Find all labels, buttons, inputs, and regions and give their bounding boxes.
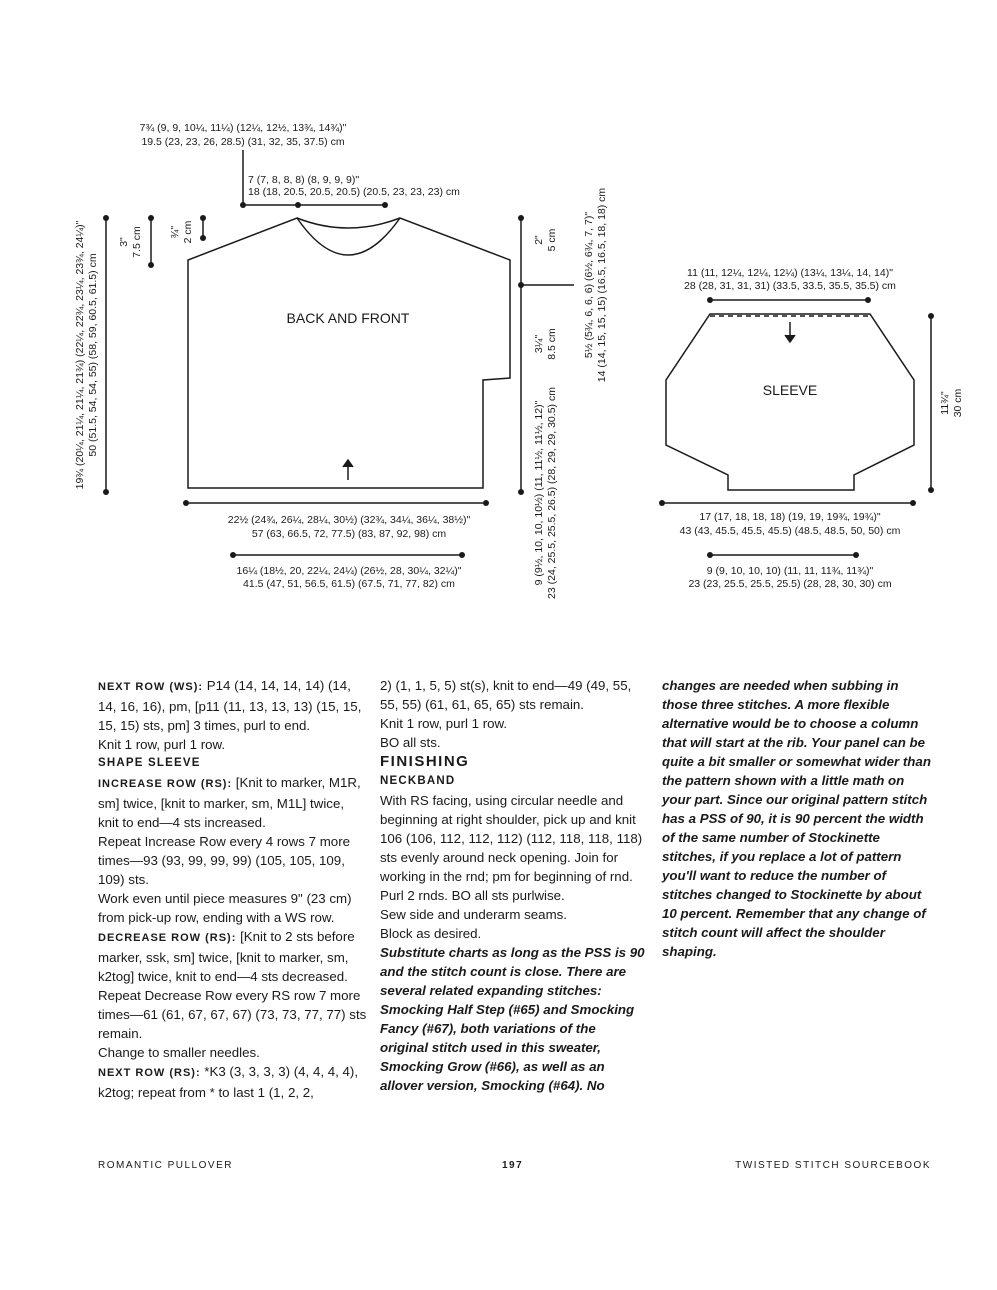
width-cm: 57 (63, 66.5, 72, 77.5) (83, 87, 92, 98) cm (251, 528, 447, 540)
back-front-label: BACK AND FRONT (286, 310, 410, 326)
back-neck-line (297, 218, 400, 228)
text-column-3 (662, 676, 932, 961)
block: Block as desired. (380, 926, 482, 941)
width-in: 22½ (24¾, 26¼, 28¼, 30½) (32¾, 34¼, 36¼, 38½)" (227, 514, 471, 526)
bind-off: BO all sts. (380, 735, 441, 750)
text-column-1 (98, 676, 368, 1102)
next-row-rs: NEXT ROW (RS): *K3 (3, 3, 3, 3) (4, 4, 4, 4), k2tog; repeat from * to last 1 (1, 2, 2, (98, 1064, 359, 1100)
sleeve-length-in: 11¾" (939, 391, 951, 415)
sleeve-cuff-in: 9 (9, 10, 10, 10) (11, 11, 11¾, 11¾)" (706, 565, 874, 577)
page-number: 197 (502, 1160, 524, 1171)
body-length-in: 9 (9½, 10, 10, 10½) (11, 11½, 11½, 12)" (533, 400, 545, 586)
substitute-note: Substitute charts as long as the PSS is 90 and the stitch count is close. There are several related expanding stitches: Smocking Half Step (#65) and Smocking Fancy (#67), both variations of the original stitch used in this sweater, Smocking Grow (#66), as well as an allover version, Smocking (#64). No (380, 945, 645, 1093)
increase-row: INCREASE ROW (RS): [Knit to marker, M1R, sm] twice, [knit to marker, sm, M1L] twice, knit to end—4 sts increased. (98, 775, 361, 830)
sleeve-drop-cm: 8.5 cm (546, 328, 558, 360)
finishing-heading: FINISHING (380, 753, 470, 770)
sleeve-drop-in: 3¼" (533, 334, 545, 354)
back-neck-in: ¾" (169, 225, 181, 239)
sleeve-width-in: 17 (17, 18, 18, 18) (19, 19, 19¾, 19¾)" (699, 511, 881, 523)
knit-purl-2: Knit 1 row, purl 1 row. (380, 716, 508, 731)
body-outline (188, 218, 510, 488)
top-width-in: 7¾ (9, 9, 10¼, 11¼) (12¼, 12½, 13¾, 14¾)" (139, 122, 347, 134)
sleeve-cuff-cm: 23 (23, 25.5, 25.5, 25.5) (28, 28, 30, 30) cm (688, 578, 892, 590)
text-column-2 (380, 676, 646, 1095)
front-neck-cm: 5 cm (546, 228, 558, 252)
sleeve-top-cm: 28 (28, 31, 31, 31) (33.5, 33.5, 35.5, 35.5) cm (684, 280, 896, 292)
sleeve-length-cm: 30 cm (952, 388, 964, 418)
knit-purl-1: Knit 1 row, purl 1 row. (98, 737, 226, 752)
hem-in: 16¼ (18½, 20, 22¼, 24¼) (26½, 28, 30¼, 32¼)" (236, 565, 462, 577)
neck-width-cm: 18 (18, 20.5, 20.5, 20.5) (20.5, 23, 23, 23) cm (248, 186, 460, 198)
decrease-row: DECREASE ROW (RS): [Knit to 2 sts before marker, ssk, sm] twice, [knit to marker, sm, k2tog] twice, knit to end—4 sts decreased. (98, 929, 355, 984)
shoulder-slope-in: 3" (118, 237, 130, 247)
footer-left: ROMANTIC PULLOVER (98, 1160, 233, 1171)
repeat-increase: Repeat Increase Row every 4 rows 7 more times—93 (93, 99, 99, 99) (105, 105, 109, 109) sts. (98, 834, 351, 887)
top-width-cm: 19.5 (23, 23, 26, 28.5) (31, 32, 35, 37.5) cm (141, 136, 345, 148)
shape-sleeve-heading: SHAPE SLEEVE (98, 757, 201, 769)
body-length-cm: 23 (24, 25.5, 25.5, 26.5) (28, 29, 29, 30.5) cm (546, 387, 558, 599)
footer-right: TWISTED STITCH SOURCEBOOK (735, 1160, 931, 1171)
substitute-note-continued: changes are needed when subbing in those three stitches. A more flexible alternative would be to choose a column that will start at the rib. Your panel can be quite a bit smaller or somewhat wider than the pattern shown with a little math on your part. Since our original pattern stitch has a PSS of 90, it is 90 percent the width of the same number of Stockinette stitches, if you replace a lot of pattern you'll want to reduce the number of stitches changed to Stockinette by about 10 percent. Remember that any change of stitch count will affect the shoulder shaping. (662, 678, 931, 959)
total-length-cm: 50 (51.5, 54, 54, 55) (58, 59, 60.5, 61.5) cm (87, 253, 99, 457)
row-continued: 2) (1, 1, 5, 5) st(s), knit to end—49 (49, 55, 55, 55) (61, 61, 65, 65) sts remain. (380, 678, 632, 712)
next-row-ws: NEXT ROW (WS): P14 (14, 14, 14, 14) (14, 14, 16, 16), pm, [p11 (11, 13, 13, 13) (15, 15, 15, 15) sts, pm] 3 times, purl to end. (98, 678, 362, 733)
sleeve-top-in: 11 (11, 12¼, 12¼, 12¼) (13¼, 13¼, 14, 14)" (687, 267, 893, 279)
sleeve-label: SLEEVE (762, 382, 818, 398)
total-length-in: 19¾ (20¼, 21¼, 21¼, 21¾) (22¼, 22¾, 23¼, 23¾, 24¼)" (74, 220, 86, 490)
sew-seams: Sew side and underarm seams. (380, 907, 567, 922)
armhole-in: 5½ (5¾, 6, 6, 6) (6½, 6¾, 7, 7)" (583, 211, 595, 359)
front-neck-in: 2" (533, 235, 545, 245)
schematic-diagram (0, 0, 997, 640)
work-even: Work even until piece measures 9" (23 cm) from pick-up row, ending with a WS row. (98, 891, 352, 925)
back-neck-cm: 2 cm (182, 220, 194, 244)
change-needles: Change to smaller needles. (98, 1045, 260, 1060)
neckband-text: With RS facing, using circular needle and beginning at right shoulder, pick up and knit 106 (106, 112, 112, 112) (112, 118, 118, 118) sts evenly around neck opening. Join for working in the rnd; pm for beginning of rnd. Purl 2 rnds. BO all sts purlwise. (380, 793, 643, 903)
neckband-heading: NECKBAND (380, 775, 456, 787)
shoulder-slope-cm: 7.5 cm (131, 226, 143, 258)
hem-cm: 41.5 (47, 51, 56.5, 61.5) (67.5, 71, 77, 82) cm (243, 578, 455, 590)
sleeve-width-cm: 43 (43, 45.5, 45.5, 45.5) (48.5, 48.5, 50, 50) cm (679, 525, 901, 537)
neck-width-in: 7 (7, 8, 8, 8) (8, 9, 9, 9)" (248, 174, 360, 186)
repeat-decrease: Repeat Decrease Row every RS row 7 more times—61 (61, 67, 67, 67) (73, 73, 77, 77) sts remain. (98, 988, 367, 1041)
armhole-cm: 14 (14, 15, 15, 15) (16.5, 16.5, 18, 18) cm (596, 187, 608, 383)
